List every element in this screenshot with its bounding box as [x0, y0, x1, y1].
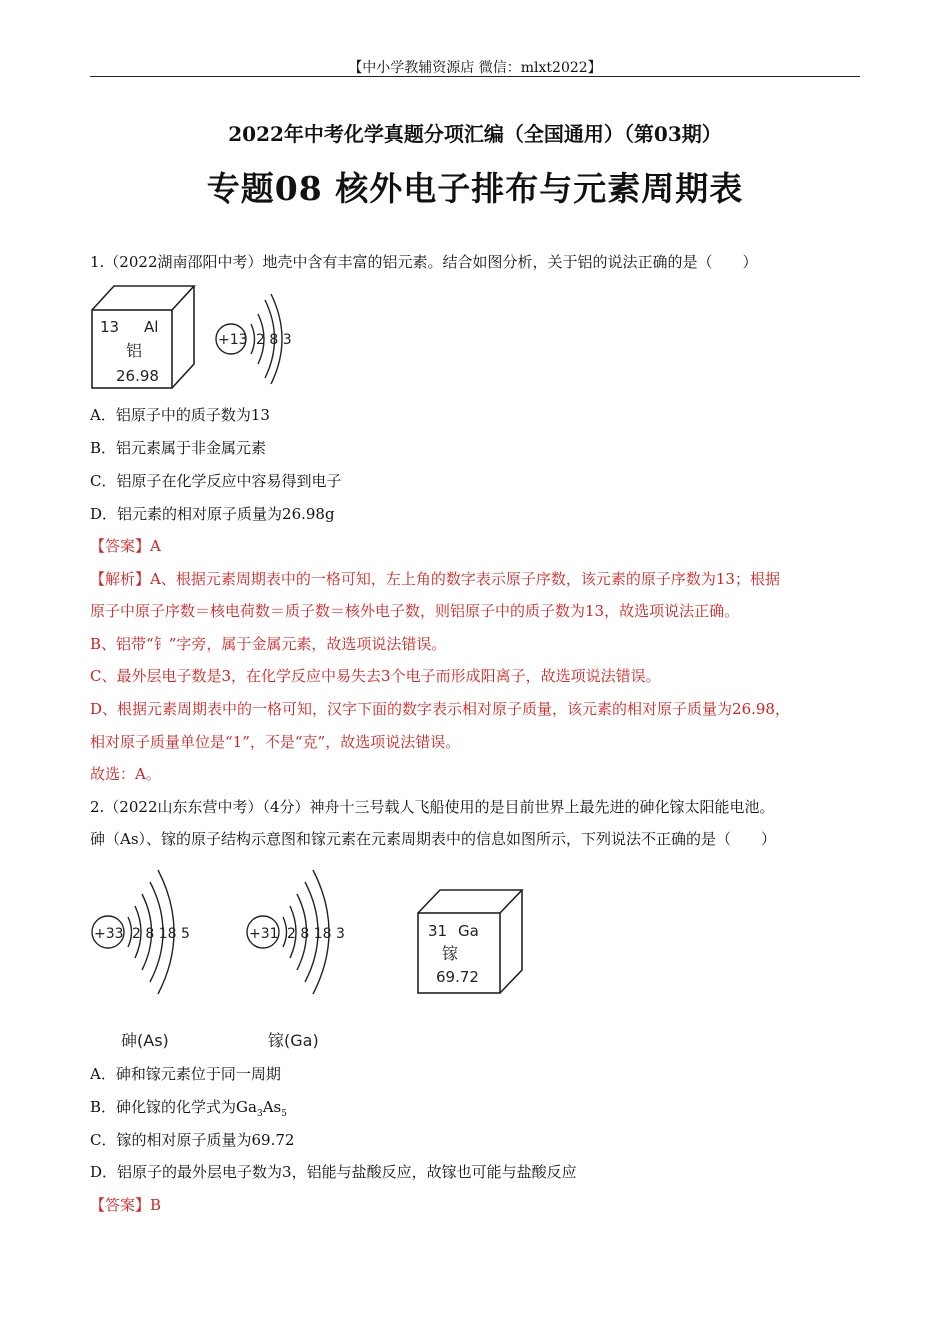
q2-option-c: C．镓的相对原子质量为69.72 — [90, 1131, 295, 1149]
q1-option-d: D．铝元素的相对原子质量为26.98g — [90, 505, 335, 523]
q2-as-caption: 砷(As) — [121, 1031, 169, 1050]
q2-answer-value: B — [150, 1196, 162, 1214]
q1-option-c: C．铝原子在化学反应中容易得到电子 — [90, 472, 342, 490]
q2-ga-caption: 镓(Ga) — [268, 1031, 319, 1050]
q2-as-nucleus: +33 — [94, 926, 124, 942]
page-header: 【中小学教辅资源店 微信：mlxt2022】 — [348, 60, 602, 76]
q2-answer — [90, 1194, 161, 1215]
q2-card-name: 镓 — [442, 944, 459, 963]
q1-analysis-line-5: D、根据元素周期表中的一格可知，汉字下面的数字表示相对原子质量，该元素的相对原子质量为26.98， — [90, 700, 790, 718]
q1-analysis-line-4: C、最外层电子数是3，在化学反应中易失去3个电子而形成阳离子，故选项说法错误。 — [90, 667, 661, 685]
q2-stem-line-1: 2.（2022山东东营中考）（4分）神舟十三号载人飞船使用的是目前世界上最先进的砷化镓太阳能电池。 — [90, 798, 775, 816]
header-divider — [90, 76, 860, 77]
q1-stem: 1.（2022湖南邵阳中考）地壳中含有丰富的铝元素。结合如图分析，关于铝的说法正确的是（ ） — [90, 253, 758, 271]
q1-analysis-line-2: 原子中原子序数＝核电荷数＝质子数＝核外电子数，则铝原子中的质子数为13，故选项说法正确。 — [90, 602, 740, 620]
q1-card-symbol: Al — [144, 318, 159, 336]
document-subtitle: 2022年中考化学真题分项汇编（全国通用）（第03期） — [228, 122, 722, 146]
q1-analysis-conclusion: 故选：A。 — [90, 765, 161, 783]
q2-ga-nucleus: +31 — [249, 926, 279, 942]
q1-analysis-line-1: 【解析】A、根据元素周期表中的一格可知，左上角的数字表示原子序数，该元素的原子序数为13；根据 — [90, 570, 780, 588]
q1-card-number: 13 — [100, 318, 120, 336]
q1-card-mass: 26.98 — [116, 367, 159, 385]
q2-option-d: D．铝原子的最外层电子数为3，铝能与盐酸反应，故镓也可能与盐酸反应 — [90, 1163, 577, 1181]
q2-figure — [88, 858, 548, 1058]
q1-option-a: A．铝原子中的质子数为13 — [90, 406, 270, 424]
q1-atom-nucleus: +13 — [218, 332, 248, 348]
q1-option-b: B．铝元素属于非金属元素 — [90, 439, 267, 457]
q1-card-name: 铝 — [126, 341, 143, 360]
q1-answer-value: A — [150, 537, 161, 555]
q1-analysis-tag: 【解析】 — [90, 570, 151, 588]
q2-stem-line-2: 砷（As）、镓的原子结构示意图和镓元素在元素周期表中的信息如图所示，下列说法不正确的是（ ） — [90, 830, 777, 848]
q1-analysis-line-6: 相对原子质量单位是“1”，不是“克”，故选项说法错误。 — [90, 733, 461, 751]
q1-analysis-line-3: B、铝带“钅”字旁，属于金属元素，故选项说法错误。 — [90, 635, 447, 653]
q1-figure — [88, 280, 318, 395]
q2-card-number: 31 — [428, 922, 448, 940]
q2-option-b: B．砷化镓的化学式为$Ga_3As_5$ — [90, 1098, 287, 1119]
q2-card-symbol: Ga — [458, 922, 479, 940]
q2-answer-tag: 【答案】 — [90, 1196, 151, 1214]
q1-atom-shells: 2 8 3 — [256, 332, 292, 348]
q1-answer — [90, 535, 161, 556]
q2-card-mass: 69.72 — [436, 968, 479, 986]
q2-as-shells: 2 8 18 5 — [132, 926, 190, 942]
q2-option-a: A．砷和镓元素位于同一周期 — [90, 1065, 281, 1083]
q2-ga-shells: 2 8 18 3 — [287, 926, 345, 942]
document-title: 专题08 核外电子排布与元素周期表 — [206, 169, 744, 208]
q1-answer-tag: 【答案】 — [90, 537, 151, 555]
